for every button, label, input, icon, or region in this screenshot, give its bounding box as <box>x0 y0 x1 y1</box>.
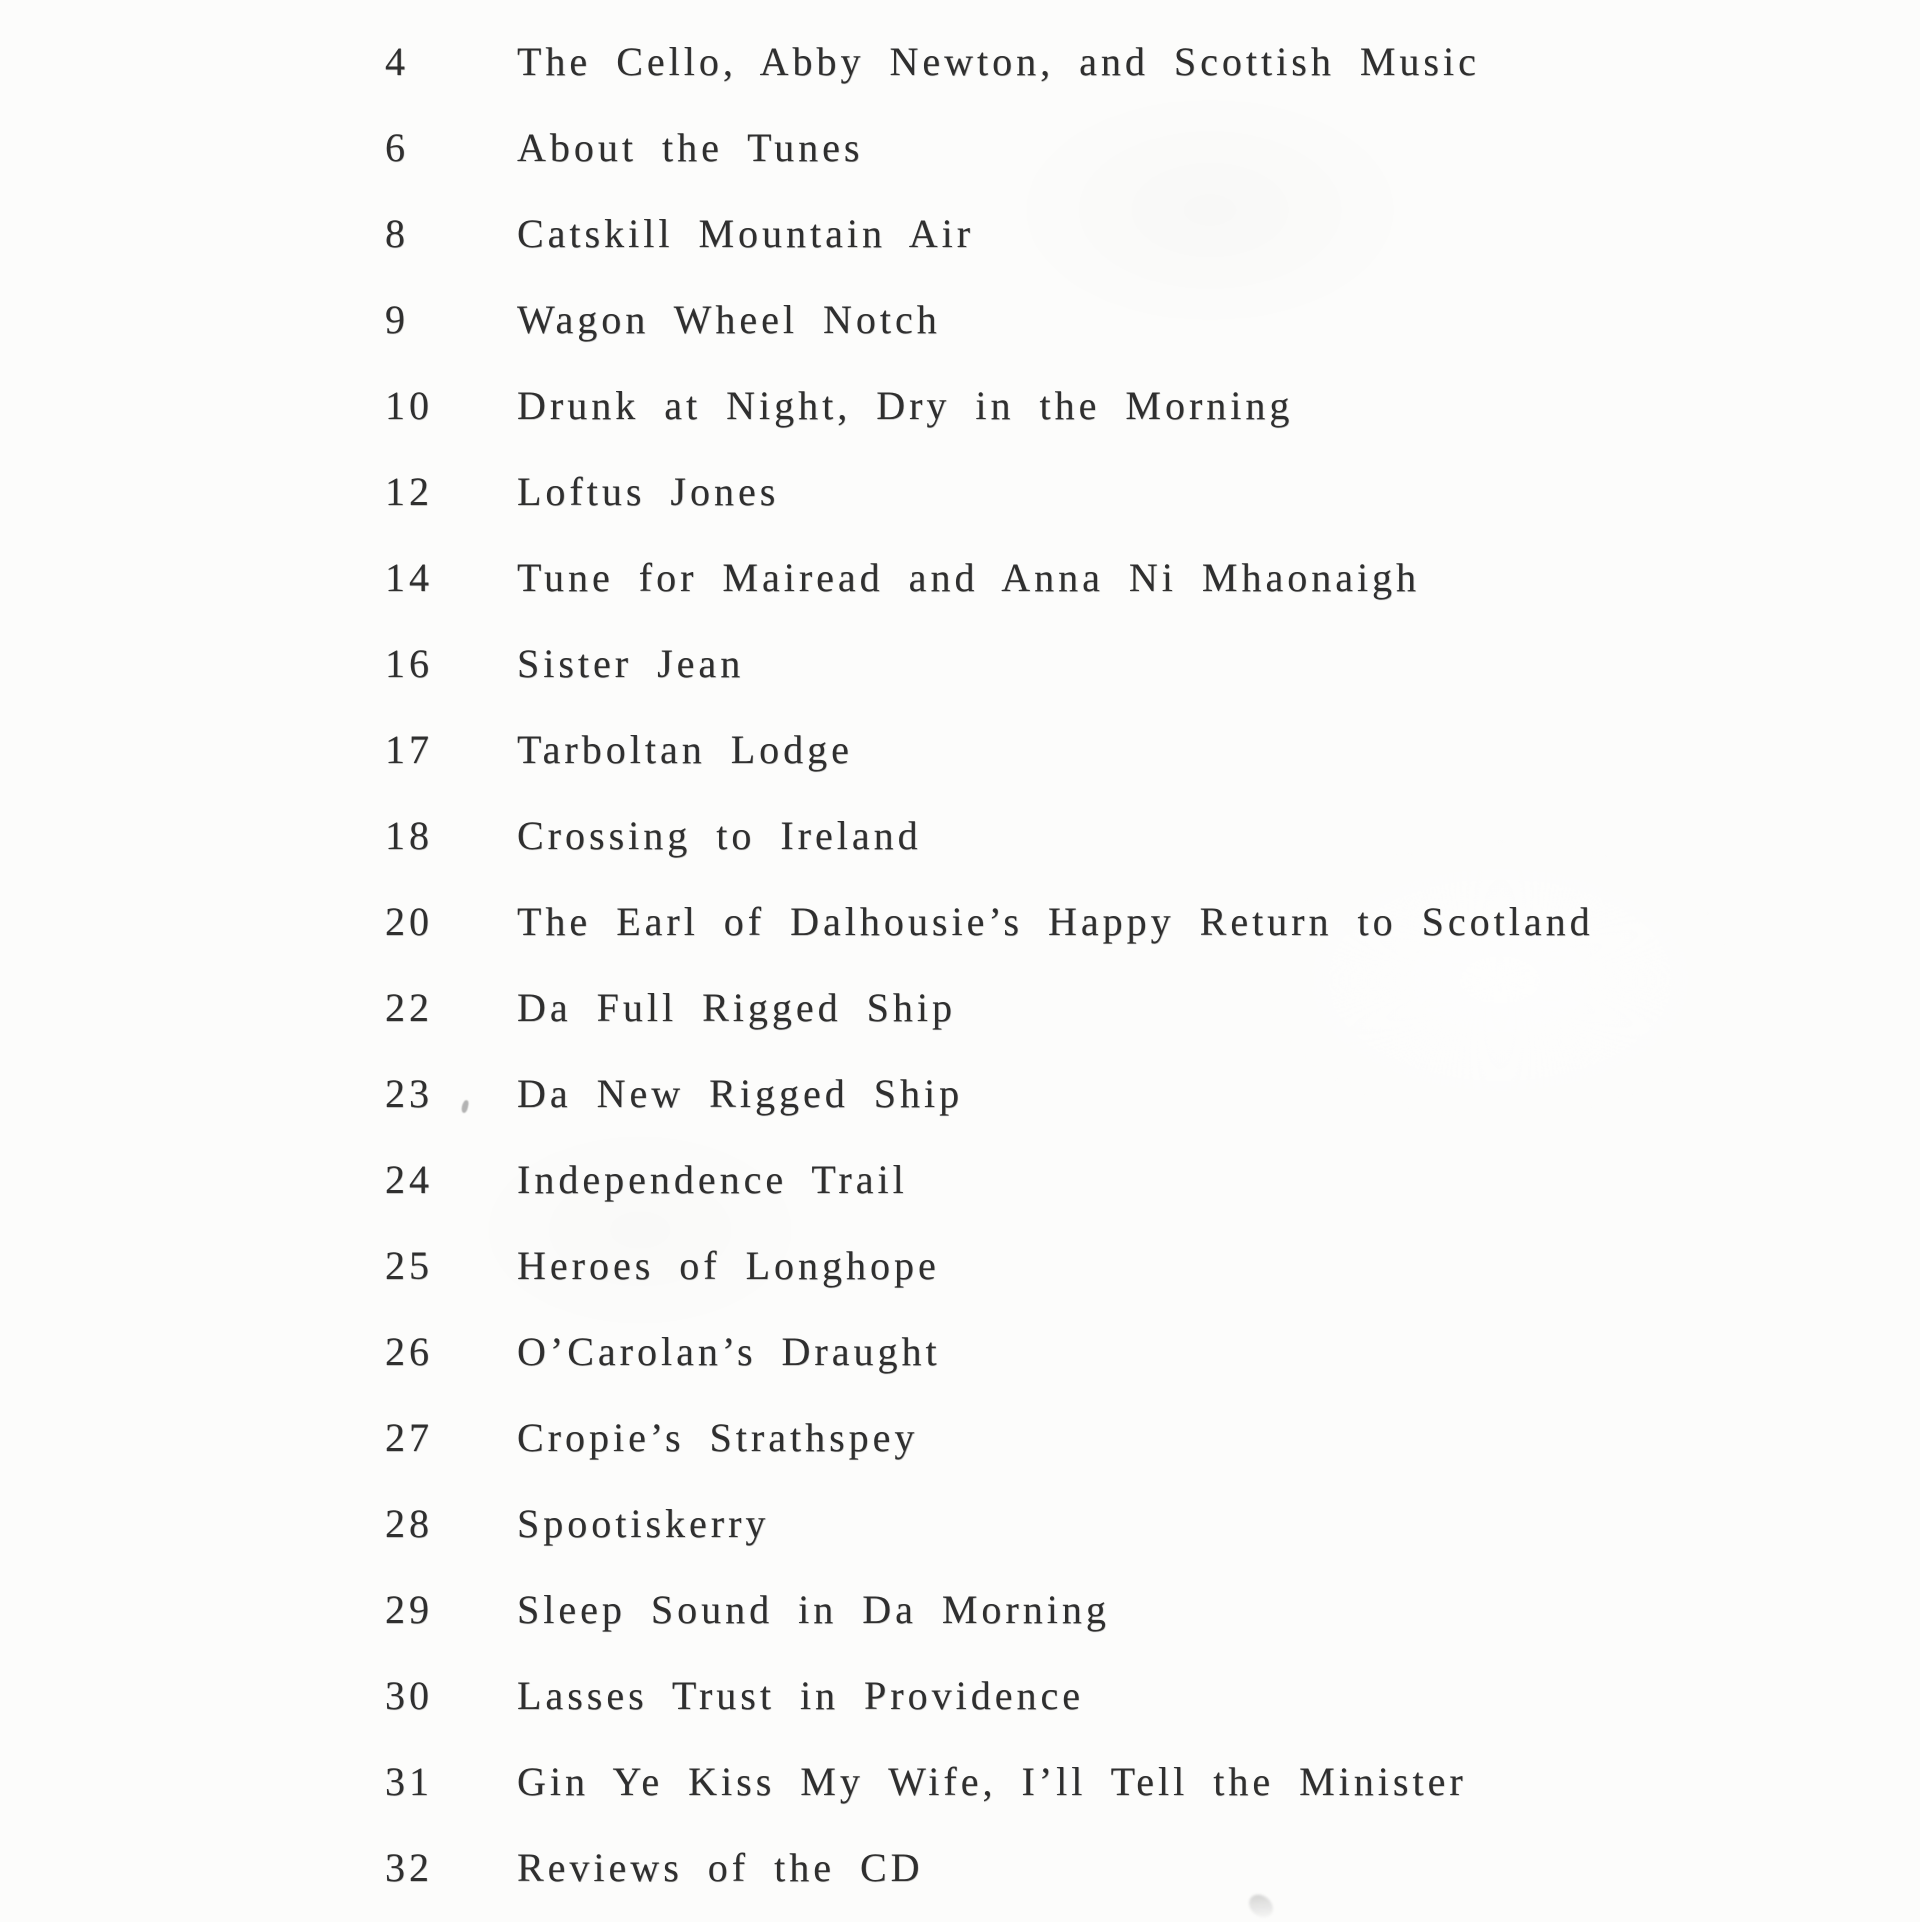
toc-page-number: 17 <box>385 726 433 772</box>
toc-page-number: 9 <box>385 296 409 342</box>
toc-page-number: 25 <box>385 1242 433 1288</box>
toc-row <box>0 1480 1920 1566</box>
toc-title: Cropie’s Strathspey <box>517 1414 919 1460</box>
toc-page-number: 18 <box>385 812 433 858</box>
toc-title: Da Full Rigged Ship <box>517 984 957 1030</box>
toc-row <box>0 706 1920 792</box>
toc-row <box>0 448 1920 534</box>
toc-title: The Cello, Abby Newton, and Scottish Music <box>517 38 1480 84</box>
toc-row <box>0 792 1920 878</box>
toc-title: Independence Trail <box>517 1156 908 1202</box>
toc-page-number: 12 <box>385 468 433 514</box>
toc-row <box>0 1308 1920 1394</box>
toc-page-number: 31 <box>385 1758 433 1804</box>
toc-row <box>0 1050 1920 1136</box>
toc-row <box>0 1136 1920 1222</box>
toc-row <box>0 964 1920 1050</box>
toc-row <box>0 18 1920 104</box>
toc-title: O’Carolan’s Draught <box>517 1328 941 1374</box>
toc-title: Tarboltan Lodge <box>517 726 853 772</box>
toc-row <box>0 276 1920 362</box>
toc-page-number: 4 <box>385 38 409 84</box>
toc-row <box>0 1394 1920 1480</box>
toc-row <box>0 1824 1920 1910</box>
toc-row <box>0 104 1920 190</box>
toc-page-number: 6 <box>385 124 409 170</box>
toc-page-number: 22 <box>385 984 433 1030</box>
toc-title: About the Tunes <box>517 124 864 170</box>
toc-page-number: 16 <box>385 640 433 686</box>
toc-title: Drunk at Night, Dry in the Morning <box>517 382 1294 428</box>
toc-list <box>0 18 1920 1910</box>
toc-page-number: 10 <box>385 382 433 428</box>
toc-title: Heroes of Longhope <box>517 1242 940 1288</box>
toc-title: Tune for Mairead and Anna Ni Mhaonaigh <box>517 554 1421 600</box>
toc-title: Gin Ye Kiss My Wife, I’ll Tell the Minister <box>517 1758 1467 1804</box>
toc-page-number: 24 <box>385 1156 433 1202</box>
toc-page-number: 14 <box>385 554 433 600</box>
toc-title: Sleep Sound in Da Morning <box>517 1586 1110 1632</box>
toc-row <box>0 1738 1920 1824</box>
toc-page-number: 27 <box>385 1414 433 1460</box>
toc-title: Reviews of the CD <box>517 1844 924 1890</box>
toc-row <box>0 878 1920 964</box>
toc-title: The Earl of Dalhousie’s Happy Return to Scotland <box>517 898 1594 944</box>
toc-row <box>0 362 1920 448</box>
toc-row <box>0 1566 1920 1652</box>
toc-page-number: 30 <box>385 1672 433 1718</box>
toc-title: Crossing to Ireland <box>517 812 922 858</box>
toc-page-number: 26 <box>385 1328 433 1374</box>
toc-title: Lasses Trust in Providence <box>517 1672 1084 1718</box>
toc-page-number: 32 <box>385 1844 433 1890</box>
toc-page-number: 23 <box>385 1070 433 1116</box>
toc-title: Da New Rigged Ship <box>517 1070 964 1116</box>
toc-title: Sister Jean <box>517 640 745 686</box>
toc-row <box>0 620 1920 706</box>
toc-row <box>0 190 1920 276</box>
toc-page-number: 28 <box>385 1500 433 1546</box>
toc-row <box>0 534 1920 620</box>
toc-title: Wagon Wheel Notch <box>517 296 941 342</box>
toc-row <box>0 1222 1920 1308</box>
toc-page-number: 29 <box>385 1586 433 1632</box>
toc-title: Loftus Jones <box>517 468 780 514</box>
toc-page-number: 8 <box>385 210 409 256</box>
toc-row <box>0 1652 1920 1738</box>
toc-page-number: 20 <box>385 898 433 944</box>
toc-title: Spootiskerry <box>517 1500 770 1546</box>
toc-title: Catskill Mountain Air <box>517 210 975 256</box>
